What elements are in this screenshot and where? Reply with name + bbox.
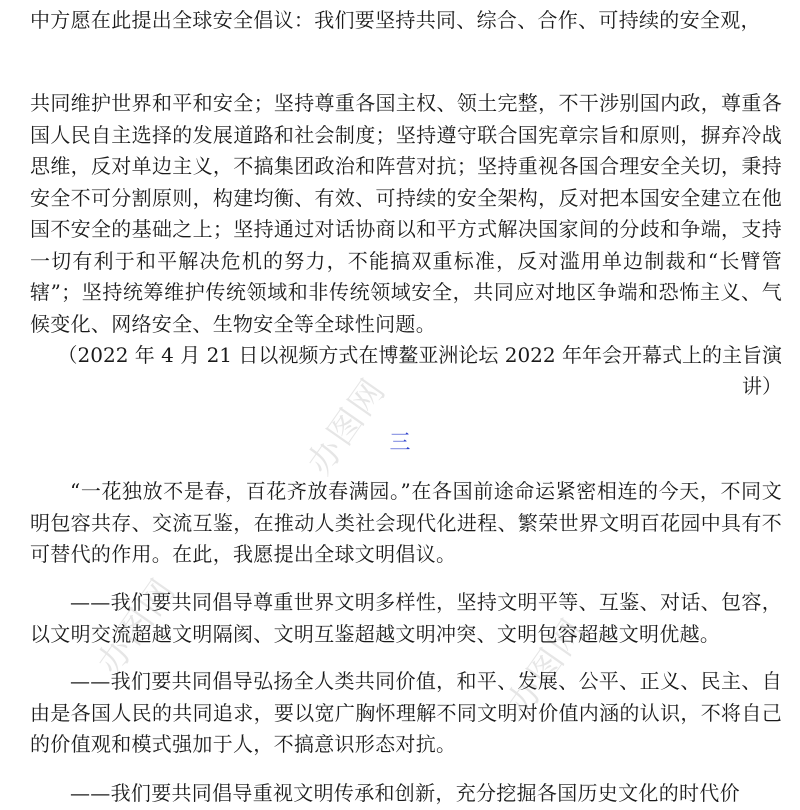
watermark-text: 办图网 [299,370,395,483]
watermark-text: 办图网 [499,610,595,723]
top-line: 中方愿在此提出全球安全倡议：我们要坚持共同、综合、合作、可持续的安全观， [30,8,761,32]
initiative-point-1: ——我们要共同倡导尊重世界文明多样性，坚持文明平等、互鉴、对话、包容，以文明交流超越文明隔阂、文明互鉴超越文明冲突、文明包容超越文明优越。 [30,590,782,646]
security-paragraph: 共同维护世界和平和安全；坚持尊重各国主权、领土完整，不干涉别国内政，尊重各国人民自主选择的发展道路和社会制度；坚持遵守联合国宪章宗旨和原则，摒弃冷战思维，反对单边主义，不搞集团政治和阵营对抗；坚持重视各国合理安全关切，秉持安全不可分割原则，构建均衡、有效、可持续的安全架构，反对把本国安全建立在他国不安全的基础之上；坚持通过对话协商以和平方式解决国家间的分歧和争端，支持一切有利于和平解决危机的努力，不能搞双重标准，反对滥用单边制裁和“长臂管辖”；坚持统筹维护传统领域和非传统领域安全，共同应对地区争端和恐怖主义、气候变化、网络安全、生物安全等全球性问题。 [30,91,782,336]
citation: （2022 年 4 月 21 日以视频方式在博鳌亚洲论坛 2022 年年会开幕式上的主旨演讲） [57,343,782,398]
section-heading: 三 [389,430,411,454]
initiative-point-3: ——我们要共同倡导重视文明传承和创新，充分挖掘各国历史文化的时代价 [70,781,740,805]
watermark-text: 办图网 [89,570,185,683]
civilization-intro: “一花独放不是春，百花齐放春满园。”在各国前途命运紧密相连的今天，不同文明包容共存、交流互鉴，在推动人类社会现代化进程、繁荣世界文明百花园中具有不可替代的作用。在此，我愿提出全球文明倡议。 [30,479,782,566]
initiative-point-2: ——我们要共同倡导弘扬全人类共同价值，和平、发展、公平、正义、民主、自由是各国人民的共同追求，要以宽广胸怀理解不同文明对价值内涵的认识，不将自己的价值观和模式强加于人，不搞意识形态对抗。 [30,669,782,756]
